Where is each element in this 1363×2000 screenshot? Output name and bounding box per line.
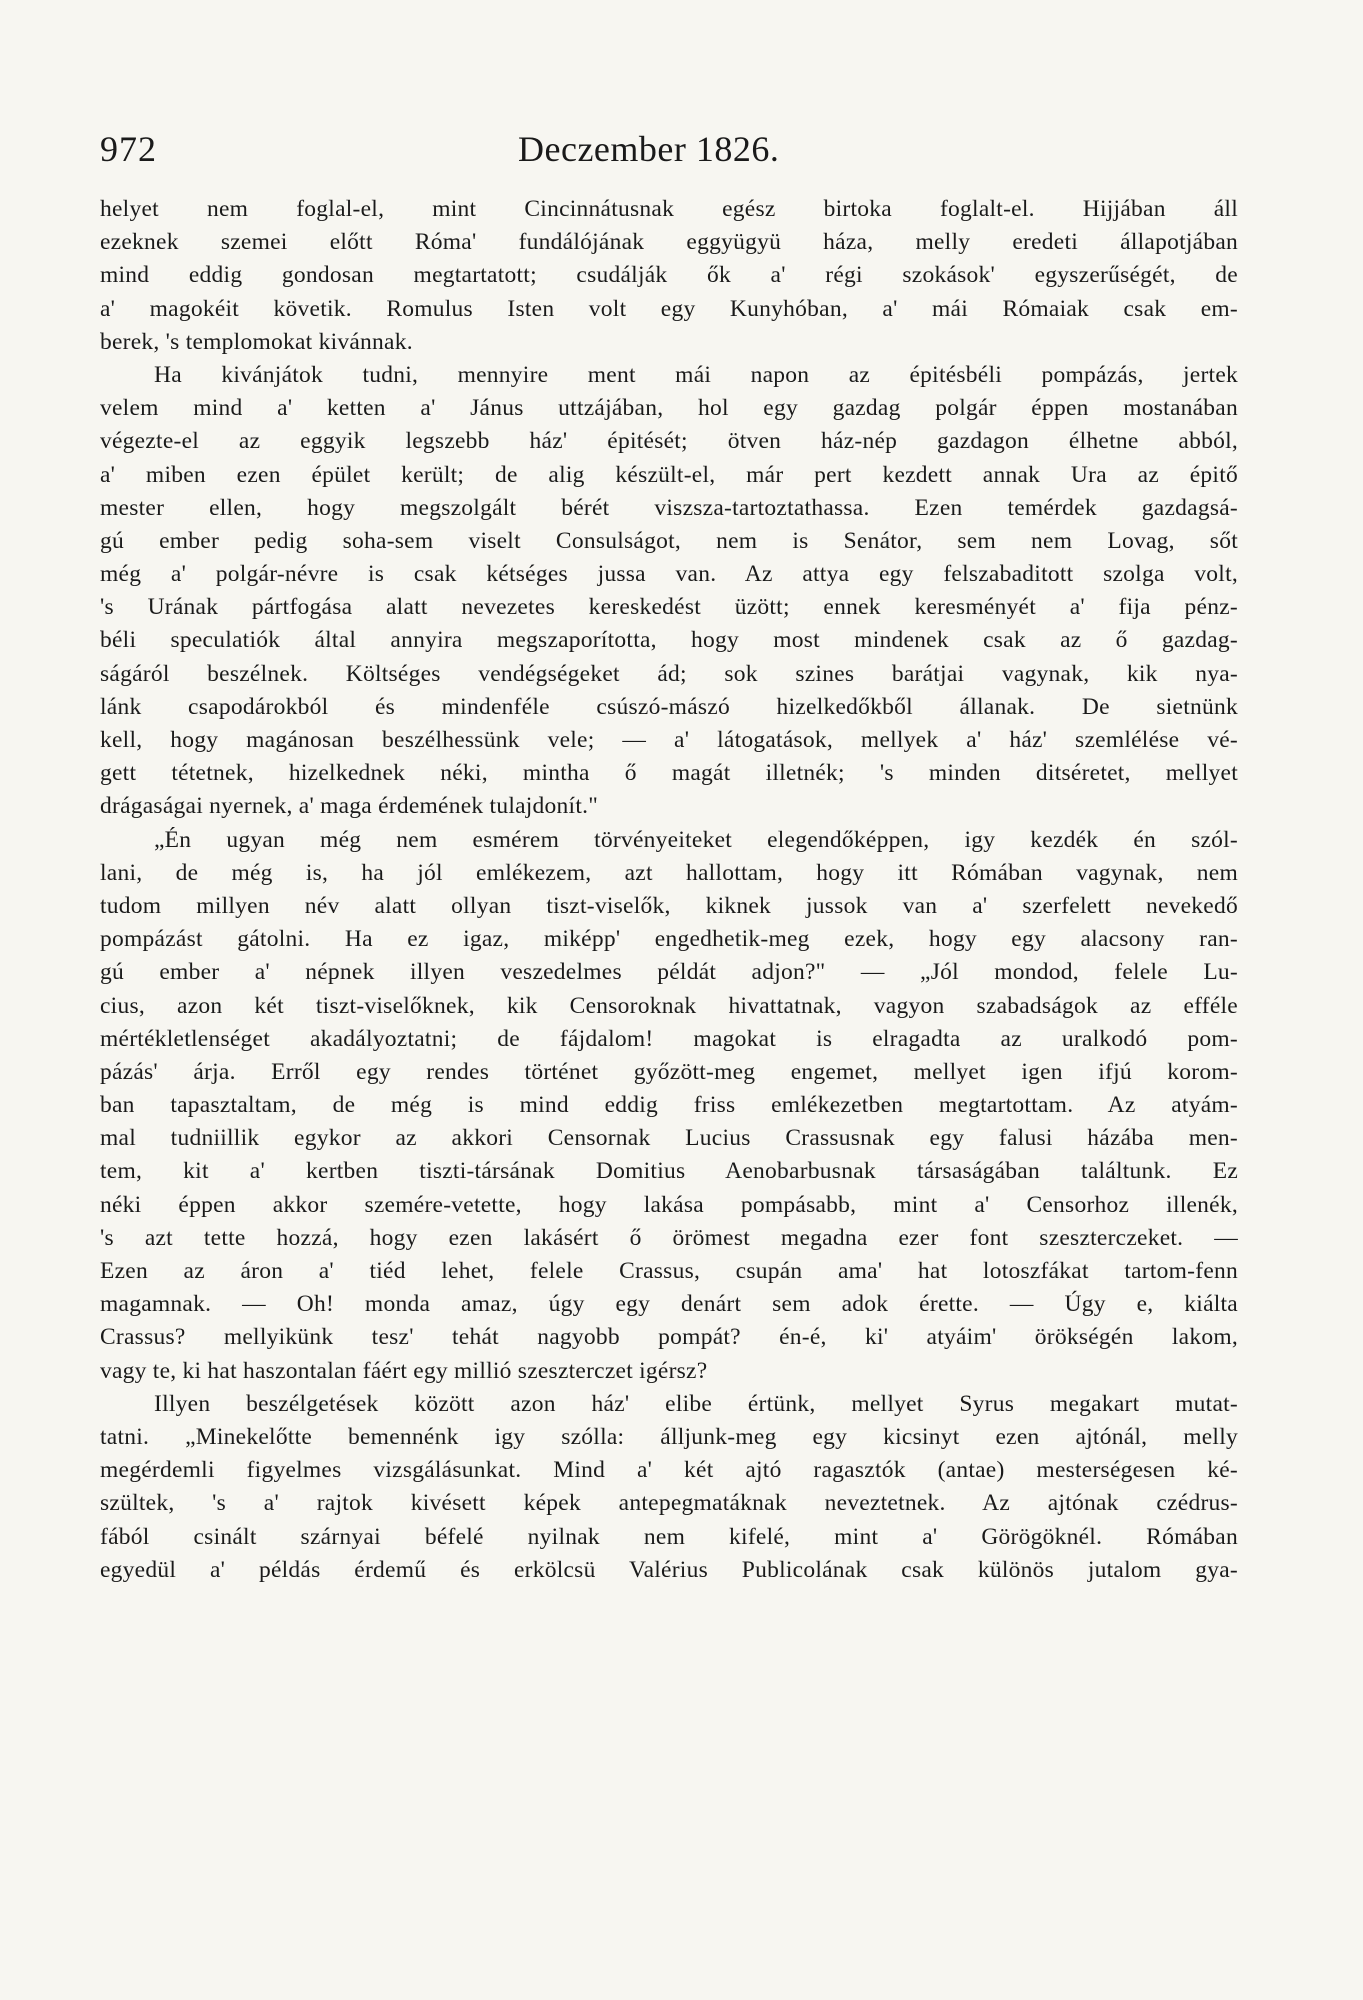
text-line: vagy te, ki hat haszontalan fáért egy millió szeszterczet igérsz? [100,1357,708,1384]
body-text [100,193,1238,1587]
text-line: megérdemli figyelmes vizsgálásunkat. Mind a' két ajtó ragasztók (antae) mesterségesen ké- [100,1457,1238,1484]
running-head: Deczember 1826. [518,129,780,169]
text-line: egyedül a' példás érdemű és erkölcsü Valérius Publicolának csak különös jutalom gya- [100,1556,1238,1583]
text-line: 's Urának pártfogása alatt nevezetes kereskedést üzött; ennek keresményét a' fija pénz- [100,594,1238,621]
text-line: mind eddig gondosan megtartatott; csudálják ők a' régi szokások' egyszerűségét, de [100,262,1238,289]
text-line: pompázást gátolni. Ha ez igaz, miképp' engedhetik-meg ezek, hogy egy alacsony ran- [100,926,1238,953]
text-line: mester ellen, hogy megszolgált bérét viszsza-tartoztathassa. Ezen temérdek gazdagsá- [100,494,1238,521]
paragraph-first-line: Ha kivánjátok tudni, mennyire ment mái napon az épitésbéli pompázás, jertek [154,361,1238,388]
paragraph-first-line: „Én ugyan még nem esmérem törvényeiteket elegendőképpen, igy kezdék én szól- [154,826,1238,853]
text-line: ságáról beszélnek. Költséges vendégségeket ád; sok szines barátjai vagynak, kik nya- [100,660,1238,687]
text-line: drágaságai nyernek, a' maga érdemének tulajdonít." [100,793,599,820]
text-line: mértékletlenséget akadályoztatni; de fájdalom! magokat is elragadta az uralkodó pom- [100,1025,1238,1052]
text-line: Ezen az áron a' tiéd lehet, felele Crassus, csupán ama' hat lotoszfákat tartom-fenn [100,1258,1238,1284]
text-line: végezte-el az eggyik legszebb ház' épitését; ötven ház-nép gazdagon élhetne abból, [100,428,1238,455]
text-line: ban tapasztaltam, de még is mind eddig friss emlékezetben megtartottam. Az atyám- [100,1092,1238,1119]
text-line: cius, azon két tiszt-viselőknek, kik Censoroknak hivattatnak, vagyon szabadságok az efféle [100,992,1238,1019]
text-line: tem, kit a' kertben tiszti-társának Domitius Aenobarbusnak társaságában találtunk. Ez [100,1158,1238,1185]
text-line: tatni. „Minekelőtte bemennénk igy szólla: álljunk-meg egy kicsinyt ezen ajtónál, melly [100,1423,1238,1450]
text-line: gú ember pedig soha-sem viselt Consulságot, nem is Senátor, sem nem Lovag, sőt [100,527,1238,554]
text-line: néki éppen akkor szemére-vetette, hogy lakása pompásabb, mint a' Censorhoz illenék, [100,1191,1238,1218]
text-line: magamnak. — Oh! monda amaz, úgy egy denárt sem adok érette. — Úgy e, kiálta [100,1291,1238,1318]
text-line: a' miben ezen épület került; de alig készült-el, már pert kezdett annak Ura az épitő [100,461,1238,488]
text-line: gú ember a' népnek illyen veszedelmes példát adjon?" — „Jól mondod, felele Lu- [100,959,1238,986]
page-number: 972 [100,129,157,169]
text-line: fából csinált szárnyai béfelé nyilnak nem kifelé, mint a' Görögöknél. Rómában [100,1523,1238,1550]
text-line: a' magokéit követik. Romulus Isten volt egy Kunyhóban, a' mái Rómaiak csak em- [100,295,1238,322]
text-line: béli speculatiók által annyira megszaporította, hogy most mindenek csak az ő gazdag- [100,627,1238,654]
text-line: lani, de még is, ha jól emlékezem, azt hallottam, hogy itt Rómában vagynak, nem [100,859,1238,886]
text-line: lánk csapodárokból és mindenféle csúszó-mászó hizelkedőkből állanak. De sietnünk [100,693,1238,720]
page-header [100,128,1240,178]
text-line: helyet nem foglal-el, mint Cincinnátusnak egész birtoka foglalt-el. Hijjában áll [100,196,1238,222]
text-line: berek, 's templomokat kivánnak. [100,328,413,355]
text-line: 's azt tette hozzá, hogy ezen lakásért ő örömest megadna ezer font szeszterczeket. — [100,1224,1238,1251]
text-line: Crassus? mellyikünk tesz' tehát nagyobb pompát? én-é, ki' atyáim' örökségén lakom, [100,1324,1238,1351]
text-line: pázás' árja. Erről egy rendes történet győzött-meg engemet, mellyet igen ifjú korom- [100,1058,1238,1085]
text-line: kell, hogy magánosan beszélhessünk vele; — a' látogatások, mellyek a' ház' szemlélése vé- [100,727,1238,753]
text-line: gett tétetnek, hizelkednek néki, mintha ő magát illetnék; 's minden ditséretet, mellyet [100,760,1238,787]
text-line: mal tudniillik egykor az akkori Censornak Lucius Crassusnak egy falusi házába men- [100,1125,1238,1152]
text-line: velem mind a' ketten a' Jánus uttzájában, hol egy gazdag polgár éppen mostanában [100,395,1238,422]
paragraph-first-line: Illyen beszélgetések között azon ház' elibe értünk, mellyet Syrus megakart mutat- [154,1390,1238,1417]
text-line: ezeknek szemei előtt Róma' fundálójának eggyügyü háza, melly eredeti állapotjában [100,229,1238,256]
text-line: szültek, 's a' rajtok kivésett képek antepegmatáknak neveztetnek. Az ajtónak czédrus- [100,1490,1238,1517]
text-line: tudom millyen név alatt ollyan tiszt-viselők, kiknek jussok van a' szerfelett nevekedő [100,892,1238,919]
text-line: még a' polgár-névre is csak kétséges jussa van. Az attya egy felszabaditott szolga volt, [100,561,1238,588]
